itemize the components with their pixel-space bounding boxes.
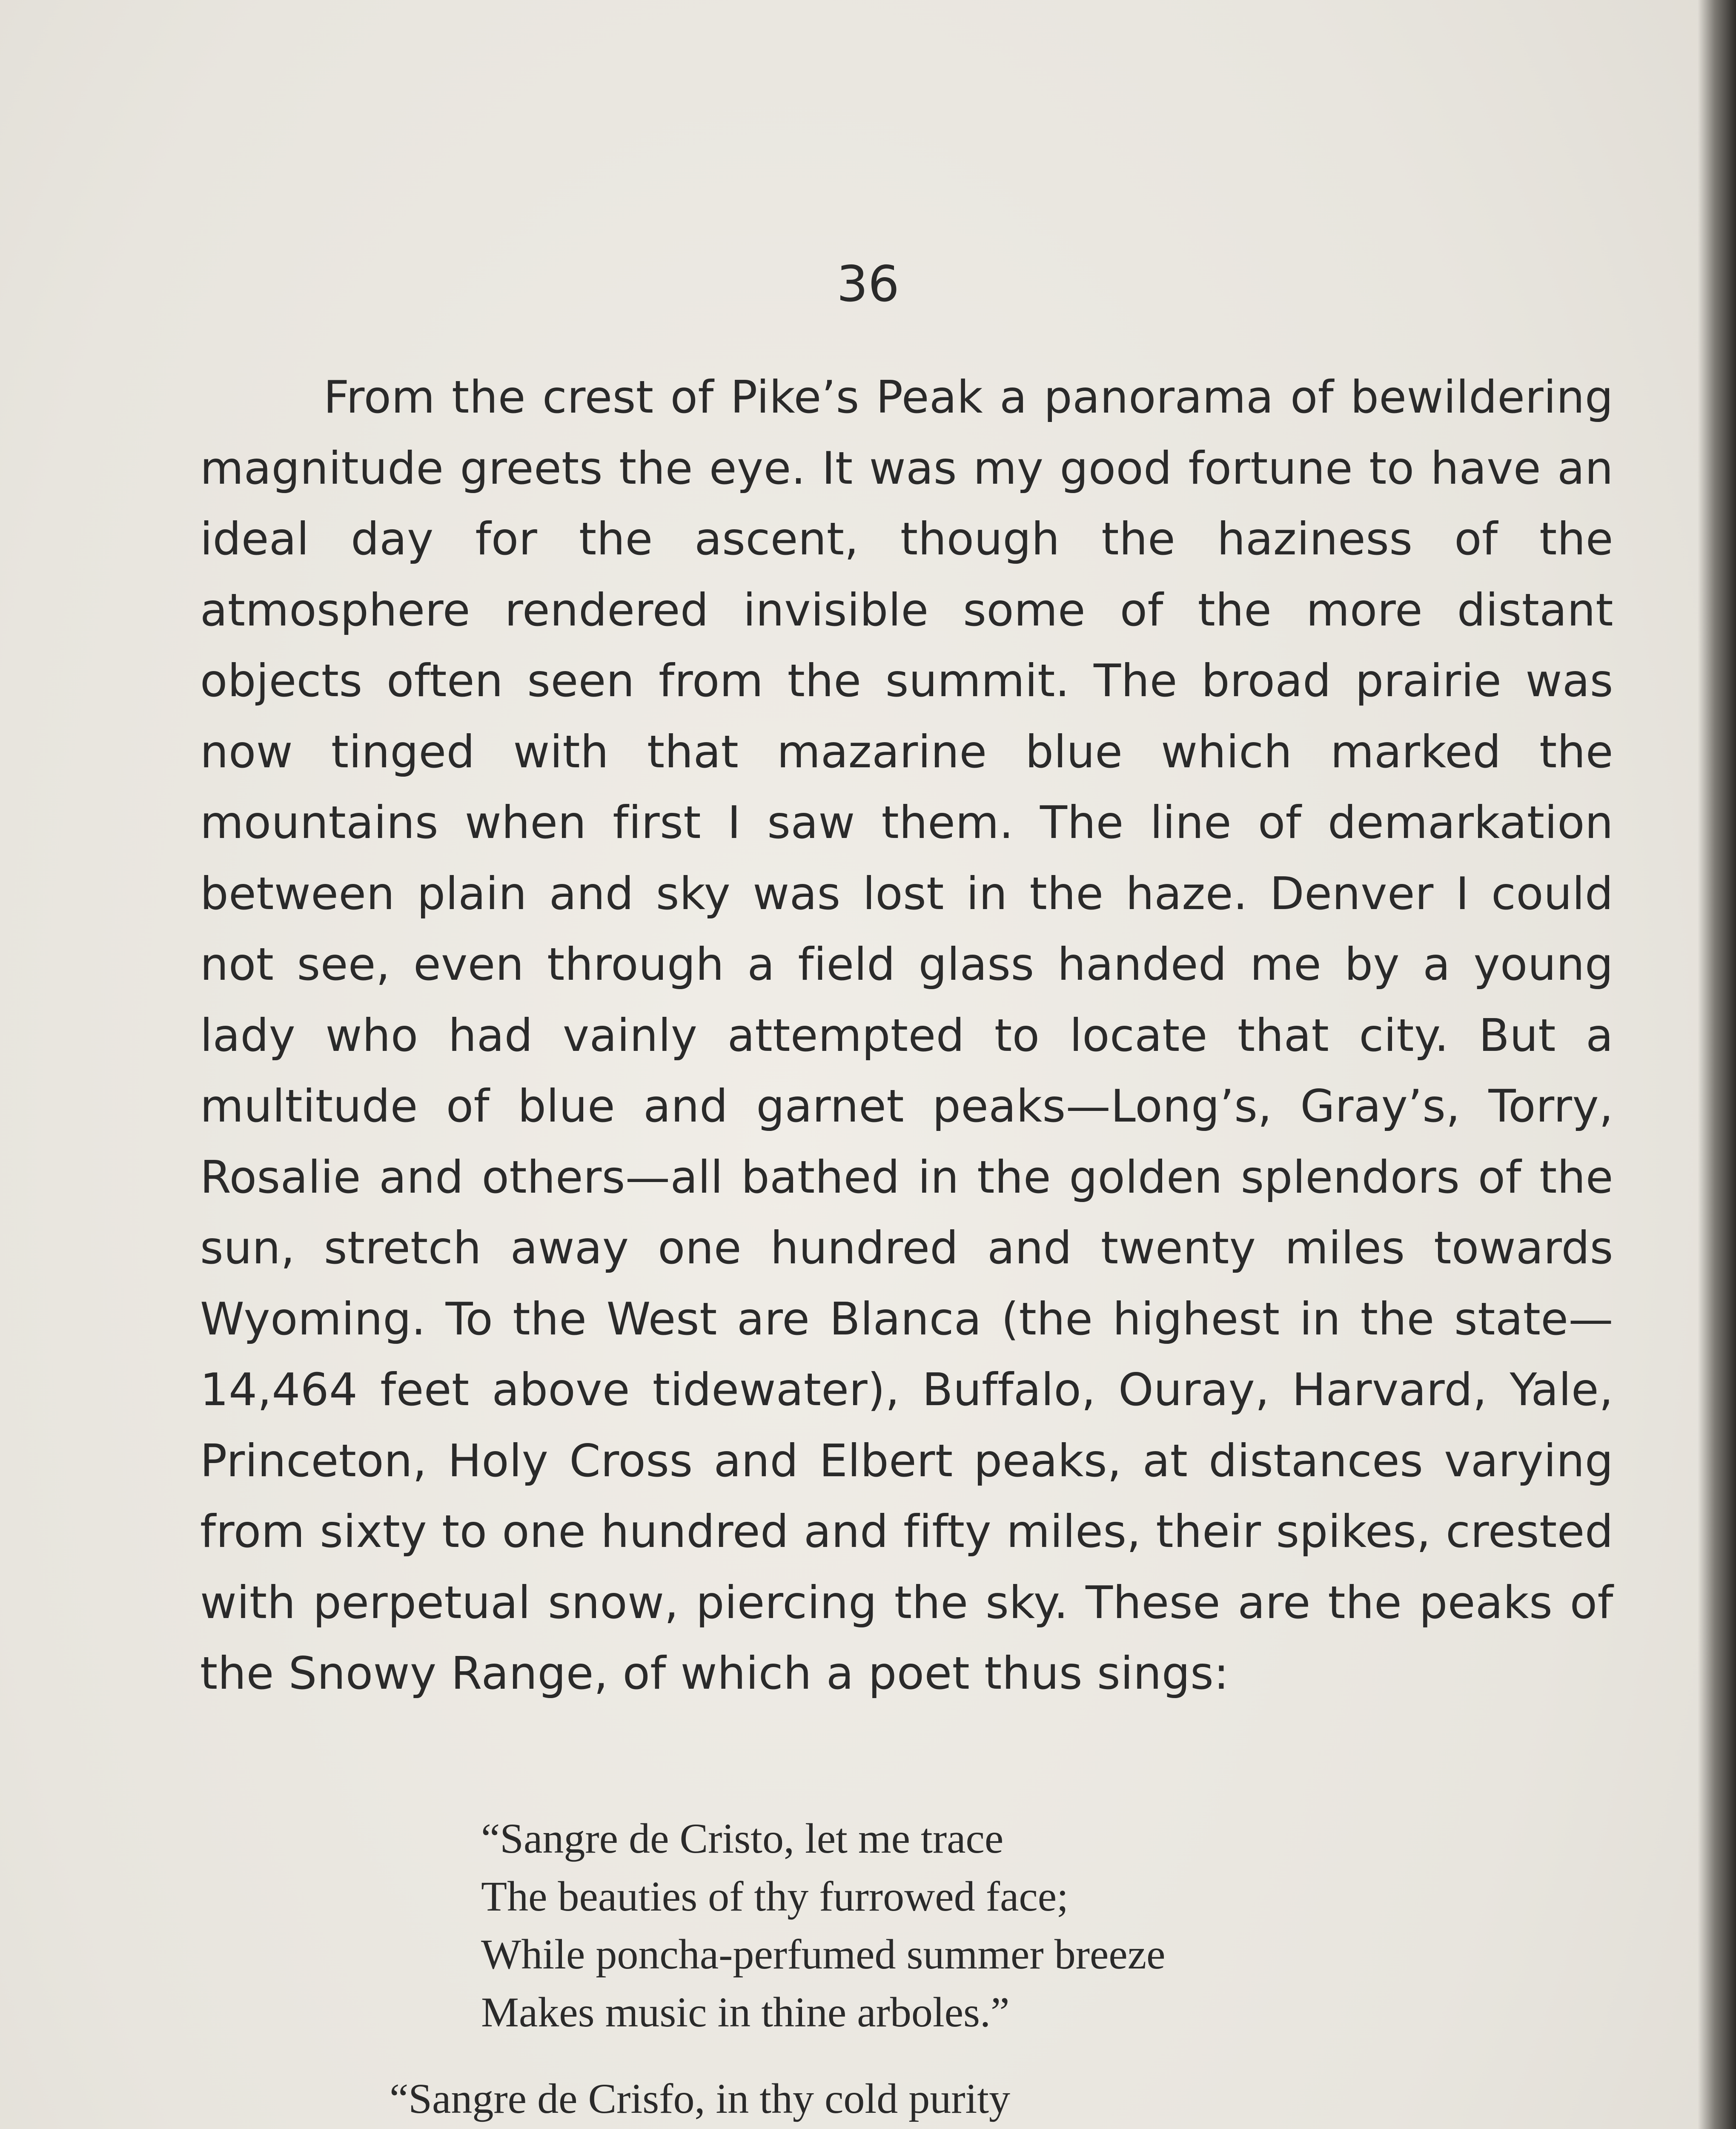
verse-line: While poncha-perfumed summer breeze: [481, 1931, 1166, 1978]
page-number: 36: [836, 255, 900, 313]
verse-line: [390, 2127, 1282, 2129]
verse-line: “Sangre de Crisfo, in thy cold purity: [390, 2075, 1011, 2122]
body-paragraph: From the crest of Pike’s Peak a panorama of bewildering magnitude greets the eye. It was my good fortune to have an ideal day for the ascent, though the haziness of the atmosphere rendered invisible some of the more distant objects often seen from the summit. The broad prairie was now tinged with that mazarine blue which marked the mountains when first I saw them. The line of demarkation between plain and sky was lost in the haze. Denver I could not see, even through a field glass handed me by a young lady who had vainly attempted to locate that city. But a multitude of blue and garnet peaks—Long’s, Gray’s, Torry, Rosalie and others—all bathed in the golden splendors of the sun, stretch away one hundred and twenty miles towards Wyoming. To the West are Blanca (the highest in the state—14,464 feet above tidewater), Buffalo, Ouray, Harvard, Yale, Princeton, Holy Cross and Elbert peaks, at distances varying from sixty to one hundred and fifty miles, their spikes, crested with perpetual snow, piercing the sky. These are the peaks of the Snowy Range, of which a poet thus sings:: [200, 371, 1613, 1699]
verse-line: The beauties of thy furrowed face;: [481, 1873, 1069, 1920]
verse-line: “Sangre de Cristo, let me trace: [481, 1815, 1004, 1862]
verse-stanza-1: [481, 1810, 1166, 2041]
verse-stanza-2: [390, 2070, 1282, 2129]
page-edge-shadow: [1698, 0, 1736, 2129]
verse-line: Makes music in thine arboles.”: [481, 1988, 1010, 2036]
